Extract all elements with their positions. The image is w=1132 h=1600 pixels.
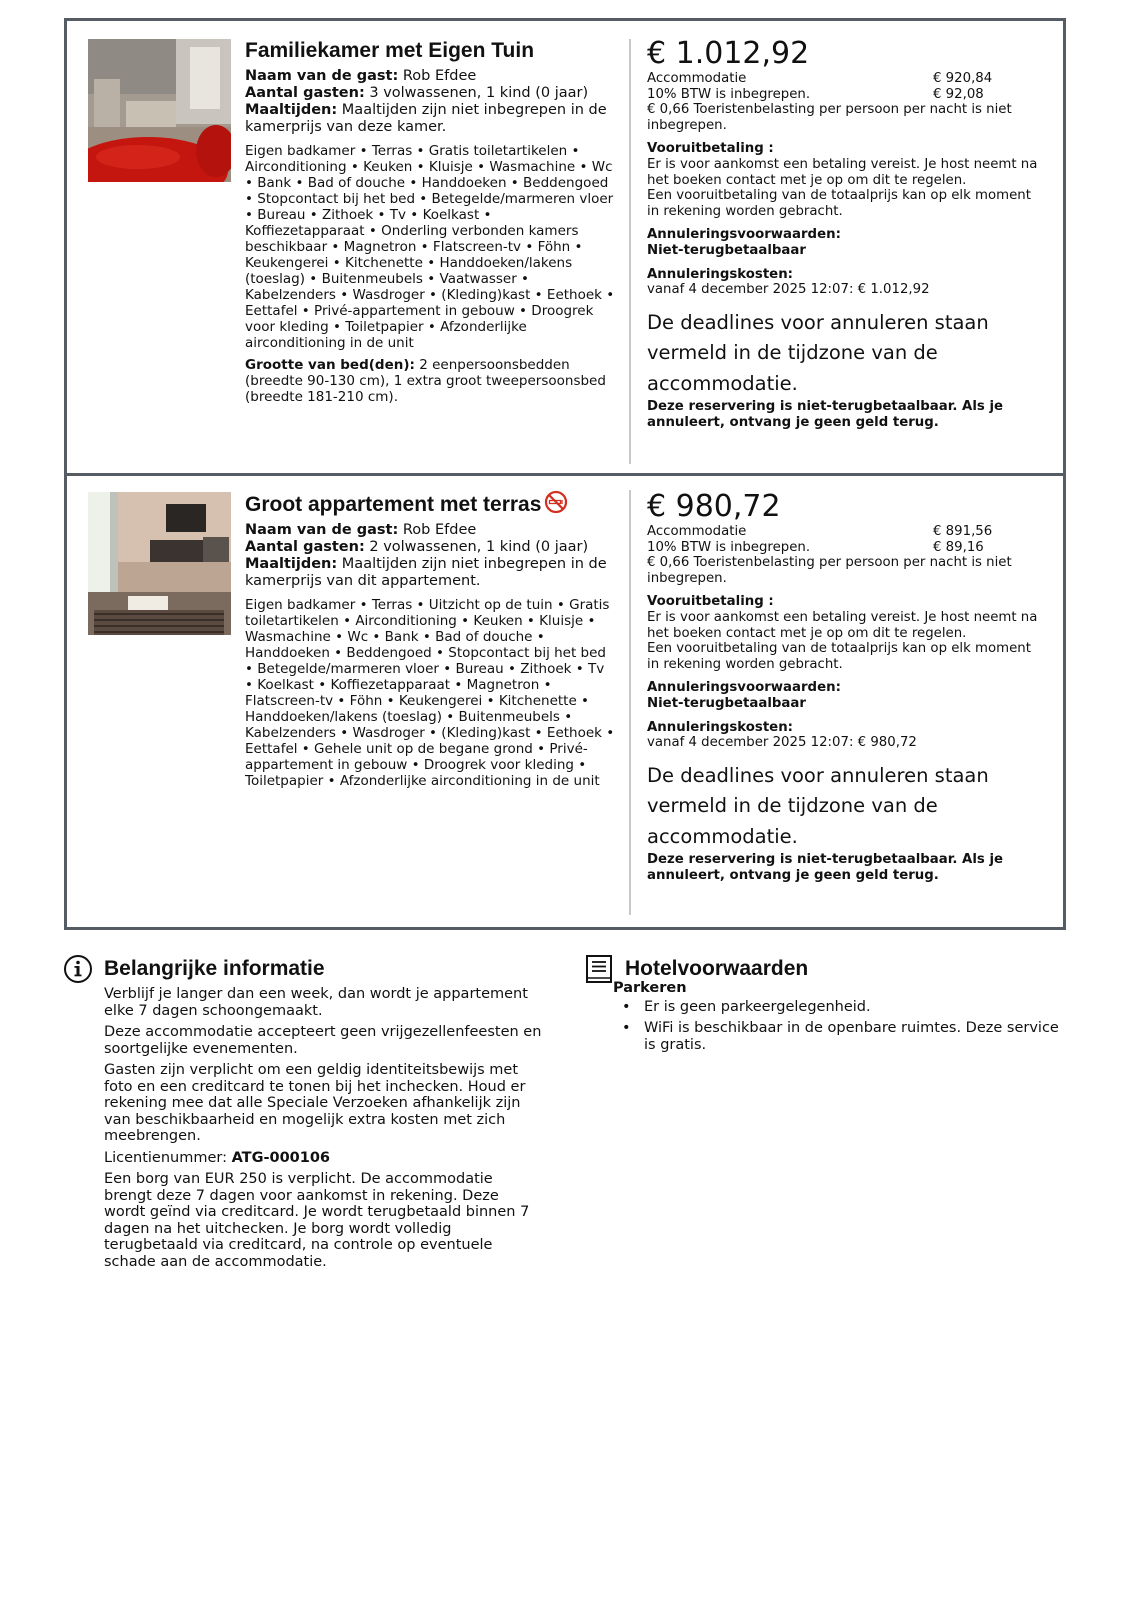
rooms-container: [64, 18, 1066, 930]
hotel-terms-title: Hotelvoorwaarden: [625, 957, 809, 980]
document-icon: [584, 954, 614, 984]
cancellation-costs-heading: Annuleringskosten:: [647, 719, 793, 735]
important-info-section: [63, 954, 543, 1275]
list-item: • WiFi is beschikbaar in de openbare ruimtes. Deze service is gratis.: [613, 1020, 1064, 1053]
important-info-body: [63, 986, 543, 1270]
room-photo: [88, 39, 231, 182]
parking-heading: Parkeren: [613, 980, 687, 996]
refund-note: Deze reservering is niet-terugbetaalbaar. Als je annuleert, ontvang je geen geld terug.: [647, 852, 1004, 883]
cancellation-costs-heading: Annuleringskosten:: [647, 266, 793, 282]
room-card: [67, 476, 1063, 927]
important-info-title: Belangrijke informatie: [104, 957, 325, 980]
prepayment-text: Een vooruitbetaling van de totaalprijs kan op elk moment in rekening worden gebracht.: [647, 641, 1031, 672]
prepayment-text: Een vooruitbetaling van de totaalprijs kan op elk moment in rekening worden gebracht.: [647, 188, 1031, 219]
vat-row: 10% BTW is inbegrepen. € 92,08: [647, 86, 984, 102]
cancellation-terms-heading: Annuleringsvoorwaarden:: [647, 227, 841, 243]
important-info-header: [63, 954, 543, 984]
guest-count: Aantal gasten: 2 volwassenen, 1 kind (0 jaar): [245, 539, 589, 555]
tourist-tax: € 0,66 Toeristenbelasting per persoon per nacht is niet inbegrepen.: [647, 555, 1012, 586]
info-paragraph: Gasten zijn verplicht om een geldig identiteitsbewijs met foto en een creditcard te tonen bij het inchecken. Houd er rekening mee dat alle Speciale Verzoeken afhankelijk zijn van beschikbaarheid en mogelijk extra kosten met zich meebrengen.: [104, 1062, 526, 1144]
room-photo: [88, 492, 231, 635]
room-title: Groot appartement met terras: [245, 490, 615, 519]
cancellation-terms-heading: Annuleringsvoorwaarden:: [647, 680, 841, 696]
info-paragraph: Verblijf je langer dan een week, dan wordt je appartement elke 7 dagen schoongemaakt.: [104, 986, 528, 1019]
room-title: Familiekamer met Eigen Tuin: [245, 39, 535, 62]
accommodation-row: Accommodatie € 891,56: [647, 524, 993, 539]
deposit-info: Een borg van EUR 250 is verplicht. De accommodatie brengt deze 7 dagen voor aankomst in rekening. Deze wordt geïnd via creditcard. Je wordt terugbetaald binnen 7 dagen na het uitchecken. Je borg wordt volledig terugbetaald via creditcard, na controle op eventuele schade aan de accommodatie.: [104, 1171, 530, 1270]
room-details: [245, 37, 615, 405]
deadline-note: De deadlines voor annuleren staan vermeld in de tijdzone van de accommodatie.: [647, 763, 989, 848]
column-divider: [629, 39, 631, 464]
license-number: Licentienummer: ATG-000106: [104, 1149, 331, 1166]
cancellation-costs-value: vanaf 4 december 2025 12:07: € 980,72: [647, 735, 917, 751]
cancellation-costs-value: vanaf 4 december 2025 12:07: € 1.012,92: [647, 282, 930, 298]
guest-count: Aantal gasten: 3 volwassenen, 1 kind (0 jaar): [245, 85, 589, 101]
accommodation-row: Accommodatie € 920,84: [647, 71, 993, 86]
facilities-list: Eigen badkamer • Terras • Uitzicht op de tuin • Gratis toiletartikelen • Airconditioning • Keuken • Kluisje • Wasmachine • Wc • Bank • Bad of douche • Handdoeken • Beddengoed • Stopcontact bij het bed • Betegelde/marmeren vloer • Bureau • Zithoek • Tv • Koelkast • Koffiezetapparaat • Magnetron • Flatscreen-tv • Föhn • Keukengerei • Kitchenette • Handdoeken/lakens (toeslag) • Buitenmeubels • Kabelzenders • Wasdroger • (Kleding)kast • Eethoek • Eettafel • Gehele unit op de begane grond • Privé-appartement in gebouw • Droogrek voor kleding • Toiletpapier • Afzonderlijke airconditioning in de unit: [245, 597, 615, 789]
meals: Maaltijden: Maaltijden zijn niet inbegrepen in de kamerprijs van deze kamer.: [245, 102, 607, 135]
refund-note: Deze reservering is niet-terugbetaalbaar. Als je annuleert, ontvang je geen geld terug.: [647, 399, 1004, 430]
total-price: € 1.012,92: [647, 36, 810, 71]
guest-name: Naam van de gast: Rob Efdee: [245, 68, 477, 84]
prepayment-text: Er is voor aankomst een betaling vereist. Je host neemt na het boeken contact met je op om dit te regelen.: [647, 156, 1038, 188]
prepayment-text: Er is voor aankomst een betaling vereist. Je host neemt na het boeken contact met je op om dit te regelen.: [647, 609, 1038, 641]
total-price: € 980,72: [647, 489, 781, 524]
no-smoking-icon: [544, 490, 568, 514]
deadline-note: De deadlines voor annuleren staan vermeld in de tijdzone van de accommodatie.: [647, 310, 989, 395]
list-item: • Er is geen parkeergelegenheid.: [613, 999, 1064, 1016]
cancellation-terms-value: Niet-terugbetaalbaar: [647, 242, 806, 258]
info-paragraph: Deze accommodatie accepteert geen vrijgezellenfeesten en soortgelijke evenementen.: [104, 1024, 542, 1057]
room-pricing: [647, 490, 1042, 883]
hotel-terms-section: [584, 954, 1064, 1058]
guest-name: Naam van de gast: Rob Efdee: [245, 522, 477, 538]
prepayment-heading: Vooruitbetaling :: [647, 594, 774, 610]
hotel-terms-body: [572, 980, 1064, 1053]
prepayment-heading: Vooruitbetaling :: [647, 141, 774, 157]
room-details: [245, 490, 615, 789]
terms-list: [613, 999, 1064, 1054]
column-divider: [629, 490, 631, 915]
vat-row: 10% BTW is inbegrepen. € 89,16: [647, 539, 984, 555]
info-icon: [63, 954, 93, 984]
bed-size: Grootte van bed(den): 2 eenpersoonsbedden (breedte 90-130 cm), 1 extra groot tweepersoonsbed (breedte 181-210 cm).: [245, 357, 606, 405]
tourist-tax: € 0,66 Toeristenbelasting per persoon per nacht is niet inbegrepen.: [647, 102, 1012, 133]
room-card: [67, 21, 1063, 476]
room-pricing: [647, 37, 1042, 430]
meals: Maaltijden: Maaltijden zijn niet inbegrepen in de kamerprijs van dit appartement.: [245, 556, 607, 589]
cancellation-terms-value: Niet-terugbetaalbaar: [647, 695, 806, 711]
facilities-list: Eigen badkamer • Terras • Gratis toiletartikelen • Airconditioning • Keuken • Kluisje • Wasmachine • Wc • Bank • Bad of douche • Handdoeken • Beddengoed • Stopcontact bij het bed • Betegelde/marmeren vloer • Bureau • Zithoek • Tv • Koelkast • Koffiezetapparaat • Onderling verbonden kamers beschikbaar • Magnetron • Flatscreen-tv • Föhn • Keukengerei • Kitchenette • Handdoeken/lakens (toeslag) • Buitenmeubels • Vaatwasser • Kabelzenders • Wasdroger • (Kleding)kast • Eethoek • Eettafel • Privé-appartement in gebouw • Droogrek voor kleding • Toiletpapier • Afzonderlijke airconditioning in de unit: [245, 143, 615, 351]
